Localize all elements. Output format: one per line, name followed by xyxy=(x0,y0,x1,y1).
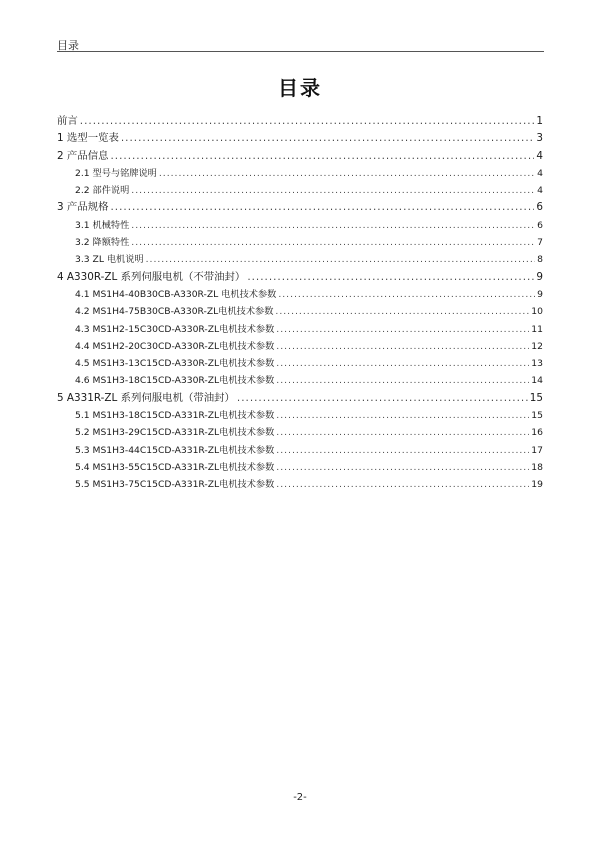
toc-page-number: 17 xyxy=(531,444,543,456)
toc-entry-text: 5.5 MS1H3-75C15CD-A331R-ZL电机技术参数 xyxy=(75,479,275,491)
toc-entry-text: 5.1 MS1H3-18C15CD-A331R-ZL电机技术参数 xyxy=(75,410,275,422)
toc-section-entry[interactable] xyxy=(57,390,543,407)
toc-subsection-entry[interactable] xyxy=(57,459,543,476)
toc-entry-text: 4.4 MS1H2-20C30CD-A330R-ZL电机技术参数 xyxy=(75,340,275,352)
toc-page-number: 4 xyxy=(537,167,543,179)
toc-entry-text: 4.5 MS1H3-13C15CD-A330R-ZL电机技术参数 xyxy=(75,358,275,370)
dot-leader xyxy=(237,390,528,407)
toc-section-entry[interactable] xyxy=(57,199,543,216)
toc-subsection-entry[interactable] xyxy=(57,234,543,251)
dot-leader xyxy=(278,286,535,303)
toc-entry-text: 3.2 降额特性 xyxy=(75,237,130,249)
toc-page-number: 15 xyxy=(531,410,543,422)
dot-leader xyxy=(110,199,534,216)
dot-leader xyxy=(131,182,535,199)
toc-subsection-entry[interactable] xyxy=(57,442,543,459)
toc-page-number: 8 xyxy=(537,254,543,266)
toc-subsection-entry[interactable] xyxy=(57,217,543,234)
dot-leader xyxy=(276,372,529,389)
toc-entry-text: 5 A331R-ZL 系列伺服电机（带油封） xyxy=(57,391,235,404)
toc-entry-text: 5.3 MS1H3-44C15CD-A331R-ZL电机技术参数 xyxy=(75,444,275,456)
toc-page-number: 19 xyxy=(531,479,543,491)
dot-leader xyxy=(80,113,535,130)
toc-entry-text: 5.2 MS1H3-29C15CD-A331R-ZL电机技术参数 xyxy=(75,427,275,439)
dot-leader xyxy=(276,442,529,459)
dot-leader xyxy=(110,148,534,165)
toc-subsection-entry[interactable] xyxy=(57,372,543,389)
toc-page-number: 10 xyxy=(531,306,543,318)
dot-leader xyxy=(131,234,535,251)
dot-leader xyxy=(276,338,529,355)
toc-page-number: 4 xyxy=(536,149,543,162)
toc-page-number: 16 xyxy=(531,427,543,439)
toc-page-number: 7 xyxy=(537,237,543,249)
toc-subsection-entry[interactable] xyxy=(57,338,543,355)
toc-page-number: 9 xyxy=(536,270,543,283)
toc-entry-text: 4.3 MS1H2-15C30CD-A330R-ZL电机技术参数 xyxy=(75,323,275,335)
dot-leader xyxy=(275,303,529,320)
toc-subsection-entry[interactable] xyxy=(57,407,543,424)
dot-leader xyxy=(276,424,529,441)
toc-page-number: 6 xyxy=(537,219,543,231)
toc-entry-text: 1 选型一览表 xyxy=(57,132,119,145)
toc-page-number: 12 xyxy=(531,340,543,352)
toc-page-number: 6 xyxy=(536,201,543,214)
toc-subsection-entry[interactable] xyxy=(57,165,543,182)
toc-subsection-entry[interactable] xyxy=(57,476,543,493)
dot-leader xyxy=(121,130,535,147)
dot-leader xyxy=(276,355,529,372)
toc-section-entry[interactable] xyxy=(57,113,543,130)
toc-page-number: 3 xyxy=(536,132,543,145)
toc-page-number: 13 xyxy=(531,358,543,370)
toc-page-number: 14 xyxy=(531,375,543,387)
toc-subsection-entry[interactable] xyxy=(57,424,543,441)
dot-leader xyxy=(276,459,529,476)
page-number-footer: -2- xyxy=(293,792,307,803)
toc-subsection-entry[interactable] xyxy=(57,182,543,199)
toc-subsection-entry[interactable] xyxy=(57,286,543,303)
page-title: 目录 xyxy=(278,76,322,100)
toc-subsection-entry[interactable] xyxy=(57,251,543,268)
toc-page-number: 11 xyxy=(531,323,543,335)
toc-subsection-entry[interactable] xyxy=(57,355,543,372)
toc-subsection-entry[interactable] xyxy=(57,303,543,320)
table-of-contents xyxy=(57,113,543,494)
toc-entry-text: 前言 xyxy=(57,115,78,127)
toc-section-entry[interactable] xyxy=(57,148,543,165)
dot-leader xyxy=(131,217,535,234)
toc-entry-text: 2.2 部件说明 xyxy=(75,185,130,197)
toc-section-entry[interactable] xyxy=(57,269,543,286)
toc-page-number: 9 xyxy=(537,288,543,300)
toc-section-entry[interactable] xyxy=(57,130,543,147)
dot-leader xyxy=(247,269,534,286)
toc-entry-text: 3.1 机械特性 xyxy=(75,219,130,231)
dot-leader xyxy=(276,321,529,338)
dot-leader xyxy=(159,165,535,182)
toc-page-number: 15 xyxy=(529,391,543,404)
toc-entry-text: 4.6 MS1H3-18C15CD-A330R-ZL电机技术参数 xyxy=(75,375,275,387)
running-header: 目录 xyxy=(57,39,79,52)
dot-leader xyxy=(276,476,529,493)
toc-entry-text: 2 产品信息 xyxy=(57,149,109,162)
toc-page-number: 1 xyxy=(536,115,543,127)
dot-leader xyxy=(146,251,536,268)
toc-entry-text: 4.2 MS1H4-75B30CB-A330R-ZL电机技术参数 xyxy=(75,306,274,318)
toc-entry-text: 2.1 型号与铭牌说明 xyxy=(75,167,157,179)
toc-entry-text: 4 A330R-ZL 系列伺服电机（不带油封） xyxy=(57,270,246,283)
dot-leader xyxy=(276,407,529,424)
toc-entry-text: 3 产品规格 xyxy=(57,201,109,214)
header-rule xyxy=(57,51,544,52)
toc-entry-text: 4.1 MS1H4-40B30CB-A330R-ZL 电机技术参数 xyxy=(75,288,277,300)
toc-entry-text: 3.3 ZL 电机说明 xyxy=(75,254,144,266)
toc-entry-text: 5.4 MS1H3-55C15CD-A331R-ZL电机技术参数 xyxy=(75,461,275,473)
toc-subsection-entry[interactable] xyxy=(57,321,543,338)
toc-page-number: 4 xyxy=(537,185,543,197)
toc-page-number: 18 xyxy=(531,461,543,473)
